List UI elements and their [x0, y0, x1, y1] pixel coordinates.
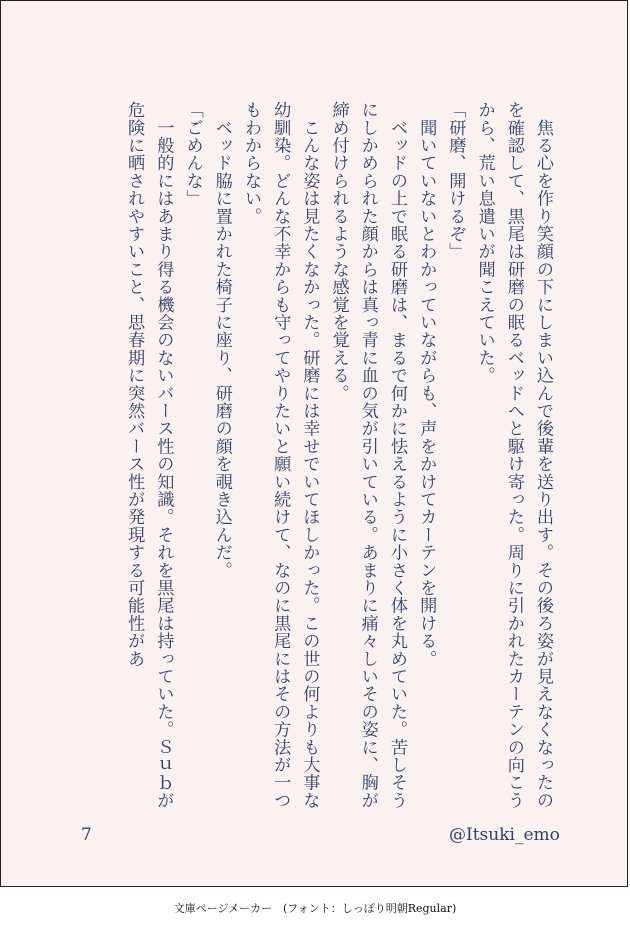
page-number: 7 — [81, 825, 92, 845]
vertical-text-body — [77, 101, 557, 811]
generator-caption: 文庫ページメーカー (フォント：しっぽり明朝Regular) — [173, 902, 457, 915]
paragraph: ベッド脇に置かれた椅子に座り、研磨の顔を覗き込んだ。 — [211, 101, 232, 579]
paragraph: 「ごめんな」 — [182, 101, 203, 208]
paragraph: 聞いていないとわかっていながらも、声をかけてカーテンを開ける。 — [416, 101, 437, 668]
paragraph: 一般的にはあまり得る機会のないバース性の知識。それを黒尾は持っていた。Ｓｕｂが危険に晒されやすいこと、思春期に突然バース性が発現する可能性があ — [124, 101, 174, 809]
paragraph: ベッドの上で眠る研磨は、まるで何かに怯えるように小さく体を丸めていた。苦しそうにしかめられた顔からは真っ青に血の気が引いている。あまりに痛々しいその姿に、胸が締め付けられるような感覚を覚える。 — [328, 101, 407, 809]
author-handle: @Itsuki_emo — [449, 825, 560, 845]
paragraph: こんな姿は見たくなかった。研磨には幸せでいてほしかった。この世の何よりも大事な幼馴染。どんな不幸からも守ってやりたいと願い続けて、なのに黒尾にはその方法が一つもわからない。 — [240, 101, 320, 809]
paragraph: 「研磨、開けるぞ」 — [445, 101, 466, 261]
paragraph: 焦る心を作り笑顔の下にしまい込んで後輩を送り出す。その後ろ姿が見えなくなったのを確認して、黒尾は研磨の眠るベッドへと駆け寄った。周りに引かれたカーテンの向こうから、荒い息遣いが聞こえていた。 — [474, 101, 553, 809]
